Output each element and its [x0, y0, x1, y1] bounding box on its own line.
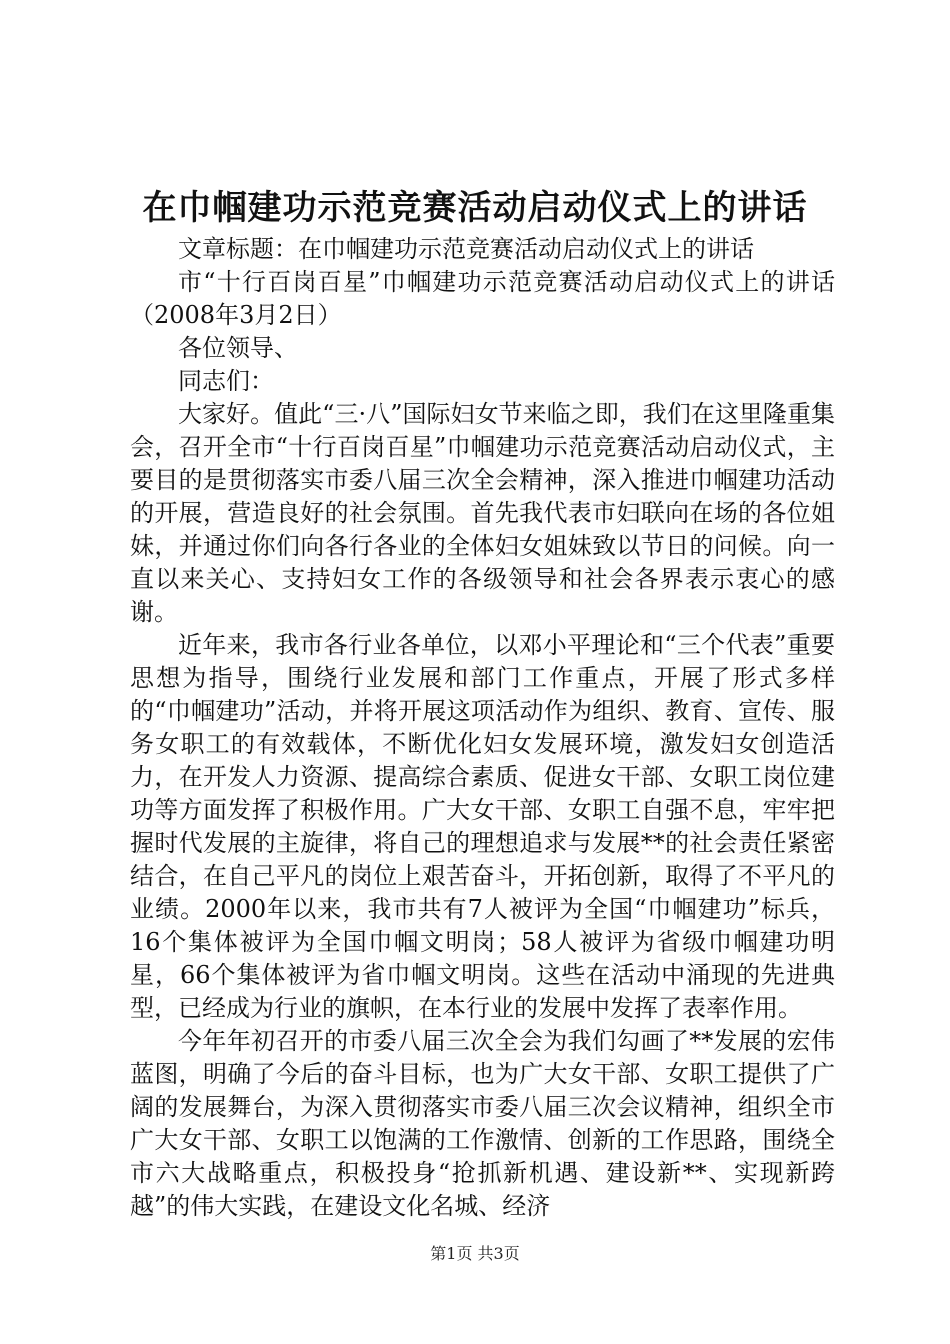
body-paragraph: 大家好。值此“三·八”国际妇女节来临之即，我们在这里隆重集会，召开全市“十行百岗百星”巾帼建功示范竞赛活动启动仪式，主要目的是贯彻落实市委八届三次全会精神，深入推进巾帼建功活动的开展，营造良好的社会氛围。首先我代表市妇联向在场的各位姐妹，并通过你们向各行各业的全体妇女姐妹致以节日的问候。向一直以来关心、支持妇女工作的各级领导和社会各界表示衷心的感谢。	[130, 400, 835, 626]
body-paragraph: 近年来，我市各行业各单位，以邓小平理论和“三个代表”重要思想为指导，围绕行业发展和部门工作重点，开展了形式多样的“巾帼建功”活动，并将开展这项活动作为组织、教育、宣传、服务女职工的有效载体，不断优化妇女发展环境，激发妇女创造活力，在开发人力资源、提高综合素质、促进女干部、女职工岗位建功等方面发挥了积极作用。广大女干部、女职工自强不息，牢牢把握时代发展的主旋律，将自己的理想追求与发展**的社会责任紧密结合，在自己平凡的岗位上艰苦奋斗，开拓创新，取得了不平凡的业绩。2000年以来，我市共有7人被评为全国“巾帼建功”标兵，16个集体被评为全国巾帼文明岗；58人被评为省级巾帼建功明星，66个集体被评为省巾帼文明岗。这些在活动中涌现的先进典型，已经成为行业的旗帜，在本行业的发展中发挥了表率作用。	[130, 631, 835, 1022]
document-body	[130, 233, 835, 1223]
page-number-footer: 第1页 共3页	[430, 1244, 520, 1263]
article-title-line: 文章标题：在巾帼建功示范竞赛活动启动仪式上的讲话	[178, 235, 754, 263]
salutation-leaders: 各位领导、	[178, 334, 298, 362]
speech-heading: 市“十行百岗百星”巾帼建功示范竞赛活动启动仪式上的讲话（2008年3月2日）	[130, 268, 835, 329]
document-title: 在巾帼建功示范竞赛活动启动仪式上的讲话	[142, 188, 808, 228]
body-paragraph: 今年年初召开的市委八届三次全会为我们勾画了**发展的宏伟蓝图，明确了今后的奋斗目标，也为广大女干部、女职工提供了广阔的发展舞台，为深入贯彻落实市委八届三次会议精神，组织全市广大女干部、女职工以饱满的工作激情、创新的工作思路，围绕全市六大战略重点，积极投身“抢抓新机遇、建设新**、实现新跨越”的伟大实践，在建设文化名城、经济	[130, 1027, 835, 1220]
salutation-comrades: 同志们：	[178, 367, 274, 395]
